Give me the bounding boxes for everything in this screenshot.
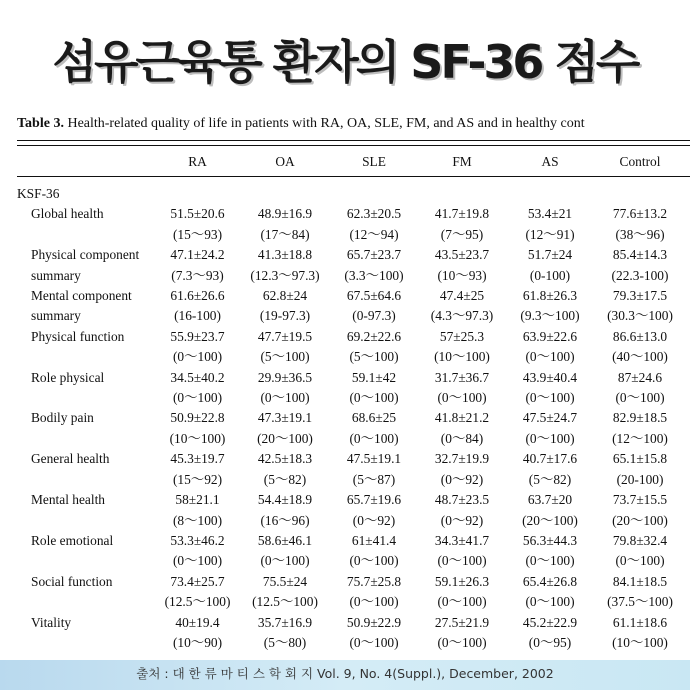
table-row	[17, 511, 686, 531]
column-header: RA	[188, 154, 207, 169]
range-cell: (20～100)	[257, 430, 313, 446]
range-cell: (0～100)	[172, 349, 223, 365]
range-cell: (0～100)	[525, 390, 575, 406]
range-cell: (12～94)	[349, 226, 399, 242]
range-cell: (20～100)	[612, 512, 668, 528]
spacer-row	[17, 176, 686, 184]
top-rule	[17, 140, 690, 146]
range-cell: (9.3～100)	[520, 308, 580, 324]
mean-sd-cell: 51.5±20.6	[170, 206, 225, 222]
mean-sd-cell: 63.9±22.6	[522, 328, 578, 344]
row-label	[17, 347, 155, 367]
mean-sd-cell: 41.8±21.2	[434, 410, 490, 426]
mean-sd-cell: 73.4±25.7	[170, 573, 225, 589]
column-header: Control	[619, 154, 661, 169]
section-label: KSF-36	[17, 186, 60, 201]
mean-sd-cell: 68.6±25	[351, 410, 397, 426]
mean-sd-cell: 42.5±18.3	[257, 451, 313, 467]
table-row	[17, 633, 686, 653]
range-cell: (5～100)	[260, 349, 310, 365]
table-caption	[17, 116, 690, 132]
mean-sd-cell: 61.6±26.6	[170, 288, 225, 304]
range-cell: (0～100)	[349, 390, 399, 406]
mean-sd-cell: 29.9±36.5	[257, 369, 313, 385]
mean-sd-cell: 53.4±21	[527, 206, 573, 222]
table-row	[17, 306, 686, 326]
range-cell: (10～100)	[612, 634, 668, 650]
column-header: SLE	[362, 154, 386, 169]
row-label: Role physical	[31, 369, 105, 385]
mean-sd-cell: 41.3±18.8	[257, 247, 313, 263]
range-cell: (3.3～100)	[344, 267, 404, 283]
range-cell: (0～84)	[440, 430, 484, 446]
range-cell: (5～82)	[263, 471, 307, 487]
range-cell: (15～93)	[172, 226, 223, 242]
mean-sd-cell: 34.5±40.2	[170, 369, 225, 385]
range-cell: (0～100)	[525, 349, 575, 365]
range-cell: (0～100)	[349, 430, 399, 446]
table-row	[17, 388, 686, 408]
row-label	[17, 429, 155, 449]
range-cell: (10～93)	[437, 267, 487, 283]
mean-sd-cell: 27.5±21.9	[434, 614, 490, 630]
mean-sd-cell: 65.1±15.8	[612, 451, 668, 467]
mean-sd-cell: 31.7±36.7	[434, 369, 490, 385]
mean-sd-cell: 51.7±24	[527, 247, 573, 263]
mean-sd-cell: 63.7±20	[527, 492, 573, 508]
range-cell: (12.5～100)	[164, 594, 231, 610]
mean-sd-cell: 47.5±19.1	[346, 451, 402, 467]
mean-sd-cell: 53.3±46.2	[170, 532, 225, 548]
mean-sd-cell: 48.9±16.9	[257, 206, 313, 222]
mean-sd-cell: 40.7±17.6	[522, 451, 578, 467]
source-citation: 출처 : 대 한 류 마 티 스 학 회 지 Vol. 9, No. 4(Suppl.), December, 2002	[136, 666, 554, 681]
range-cell: (4.3～97.3)	[430, 308, 494, 324]
column-header: AS	[541, 154, 559, 169]
mean-sd-cell: 35.7±16.9	[257, 614, 313, 630]
mean-sd-cell: 73.7±15.5	[612, 492, 668, 508]
mean-sd-cell: 61.8±26.3	[522, 288, 578, 304]
section-row	[17, 184, 686, 204]
column-header: FM	[452, 154, 472, 169]
mean-sd-cell: 67.5±64.6	[346, 288, 402, 304]
row-label: Physical function	[31, 328, 125, 344]
range-cell: (7～95)	[440, 226, 484, 242]
range-cell: (12.3～97.3)	[250, 267, 320, 283]
page-title: 섬유근육통 환자의 SF-36 점수	[52, 35, 638, 89]
table-row	[17, 613, 686, 633]
mean-sd-cell: 58.6±46.1	[257, 532, 313, 548]
range-cell: (0～100)	[172, 390, 223, 406]
range-cell: (38～96)	[615, 226, 665, 242]
row-label: General health	[31, 451, 110, 467]
range-cell: (0～100)	[172, 553, 223, 569]
range-cell: (0-100)	[529, 267, 571, 283]
table-row	[17, 286, 686, 306]
table-row	[17, 225, 686, 245]
range-cell: (10～90)	[172, 634, 223, 650]
range-cell: (0～100)	[349, 553, 399, 569]
mean-sd-cell: 59.1±26.3	[434, 573, 490, 589]
range-cell: (0～100)	[615, 390, 665, 406]
row-label: Mental component	[31, 288, 132, 304]
row-label: Global health	[31, 206, 104, 222]
mean-sd-cell: 47.3±19.1	[257, 410, 313, 426]
mean-sd-cell: 65.7±19.6	[346, 492, 402, 508]
mean-sd-cell: 87±24.6	[617, 369, 663, 385]
range-cell: (0～100)	[525, 594, 575, 610]
row-label	[17, 592, 155, 612]
mean-sd-cell: 62.8±24	[262, 288, 308, 304]
range-cell: (5～100)	[349, 349, 399, 365]
range-cell: (0-97.3)	[352, 308, 396, 324]
range-cell: (0～95)	[528, 634, 572, 650]
range-cell: (5～80)	[263, 634, 307, 650]
table-row	[17, 327, 686, 347]
range-cell: (0～92)	[440, 512, 484, 528]
sf36-table	[17, 148, 686, 653]
mean-sd-cell: 47.1±24.2	[170, 247, 225, 263]
table-row	[17, 592, 686, 612]
mean-sd-cell: 47.4±25	[439, 288, 485, 304]
range-cell: (16-100)	[174, 308, 221, 324]
range-cell: (0～92)	[352, 512, 396, 528]
table-row	[17, 572, 686, 592]
row-label	[17, 511, 155, 531]
range-cell: (5～82)	[528, 471, 572, 487]
mean-sd-cell: 56.3±44.3	[522, 532, 578, 548]
mean-sd-cell: 77.6±13.2	[612, 206, 668, 222]
mean-sd-cell: 48.7±23.5	[434, 492, 490, 508]
row-label	[17, 388, 155, 408]
row-label: summary	[31, 308, 81, 324]
table-image	[0, 110, 690, 660]
range-cell: (40～100)	[612, 349, 668, 365]
row-label: Physical component	[31, 247, 140, 263]
mean-sd-cell: 59.1±42	[351, 369, 397, 385]
range-cell: (12～91)	[525, 226, 575, 242]
range-cell: (30.3～100)	[607, 308, 673, 324]
range-cell: (15～92)	[172, 471, 223, 487]
range-cell: (7.3～93)	[171, 267, 224, 283]
mean-sd-cell: 54.4±18.9	[257, 492, 313, 508]
table-row	[17, 204, 686, 224]
mean-sd-cell: 40±19.4	[175, 614, 220, 630]
caption-label: Table 3.	[17, 116, 64, 131]
mean-sd-cell: 65.4±26.8	[522, 573, 578, 589]
range-cell: (0～100)	[437, 634, 487, 650]
mean-sd-cell: 82.9±18.5	[612, 410, 668, 426]
mean-sd-cell: 50.9±22.8	[170, 410, 225, 426]
mean-sd-cell: 84.1±18.5	[612, 573, 668, 589]
mean-sd-cell: 50.9±22.9	[346, 614, 402, 630]
mean-sd-cell: 43.5±23.7	[434, 247, 490, 263]
range-cell: (0～100)	[525, 430, 575, 446]
mean-sd-cell: 32.7±19.9	[434, 451, 490, 467]
range-cell: (5～87)	[352, 471, 396, 487]
table-row	[17, 551, 686, 571]
row-label	[17, 470, 155, 490]
mean-sd-cell: 69.2±22.6	[346, 328, 402, 344]
range-cell: (10～100)	[169, 430, 226, 446]
row-label	[17, 633, 155, 653]
table-row	[17, 266, 686, 286]
table-header-row	[17, 148, 686, 176]
mean-sd-cell: 75.7±25.8	[346, 573, 402, 589]
range-cell: (0～100)	[437, 594, 487, 610]
mean-sd-cell: 61.1±18.6	[612, 614, 668, 630]
mean-sd-cell: 34.3±41.7	[434, 532, 490, 548]
mean-sd-cell: 47.5±24.7	[522, 410, 578, 426]
range-cell: (10～100)	[434, 349, 490, 365]
range-cell: (0～100)	[437, 553, 487, 569]
table-row	[17, 245, 686, 265]
table-row	[17, 347, 686, 367]
mean-sd-cell: 45.3±19.7	[170, 451, 225, 467]
table-row	[17, 408, 686, 428]
range-cell: (0～100)	[260, 553, 310, 569]
range-cell: (0～100)	[349, 634, 399, 650]
mean-sd-cell: 86.6±13.0	[612, 328, 668, 344]
mean-sd-cell: 57±25.3	[439, 328, 485, 344]
mean-sd-cell: 79.8±32.4	[612, 532, 668, 548]
range-cell: (12.5～100)	[252, 594, 318, 610]
mean-sd-cell: 47.7±19.5	[257, 328, 313, 344]
range-cell: (0～92)	[440, 471, 484, 487]
row-label: Bodily pain	[31, 410, 94, 426]
range-cell: (8～100)	[172, 512, 223, 528]
mean-sd-cell: 43.9±40.4	[522, 369, 578, 385]
range-cell: (0～100)	[615, 553, 665, 569]
table-row	[17, 368, 686, 388]
caption-text: Health-related quality of life in patients with RA, OA, SLE, FM, and AS and in healthy cont	[67, 116, 585, 131]
mean-sd-cell: 79.3±17.5	[612, 288, 668, 304]
column-header	[17, 148, 155, 176]
range-cell: (22.3-100)	[611, 267, 669, 283]
mean-sd-cell: 62.3±20.5	[346, 206, 402, 222]
mean-sd-cell: 85.4±14.3	[612, 247, 668, 263]
mean-sd-cell: 41.7±19.8	[434, 206, 490, 222]
mean-sd-cell: 65.7±23.7	[346, 247, 402, 263]
row-label: summary	[31, 267, 81, 283]
table-row	[17, 429, 686, 449]
row-label: Vitality	[31, 614, 72, 630]
row-label: Mental health	[31, 492, 105, 508]
range-cell: (19-97.3)	[259, 308, 311, 324]
row-label: Role emotional	[31, 532, 114, 548]
range-cell: (0～100)	[437, 390, 487, 406]
range-cell: (0～100)	[525, 553, 575, 569]
range-cell: (20～100)	[522, 512, 578, 528]
table-row	[17, 470, 686, 490]
row-label: Social function	[31, 573, 113, 589]
table-row	[17, 449, 686, 469]
column-header: OA	[275, 154, 295, 169]
row-label	[17, 225, 155, 245]
table-row	[17, 490, 686, 510]
mean-sd-cell: 58±21.1	[175, 492, 220, 508]
table-row	[17, 531, 686, 551]
mean-sd-cell: 55.9±23.7	[170, 328, 225, 344]
mean-sd-cell: 75.5±24	[262, 573, 308, 589]
range-cell: (0～100)	[260, 390, 310, 406]
range-cell: (17～84)	[260, 226, 310, 242]
mean-sd-cell: 61±41.4	[351, 532, 397, 548]
mean-sd-cell: 45.2±22.9	[522, 614, 578, 630]
range-cell: (37.5～100)	[607, 594, 673, 610]
range-cell: (20-100)	[616, 471, 664, 487]
range-cell: (16～96)	[260, 512, 310, 528]
row-label	[17, 551, 155, 571]
range-cell: (0～100)	[349, 594, 399, 610]
range-cell: (12～100)	[612, 430, 668, 446]
